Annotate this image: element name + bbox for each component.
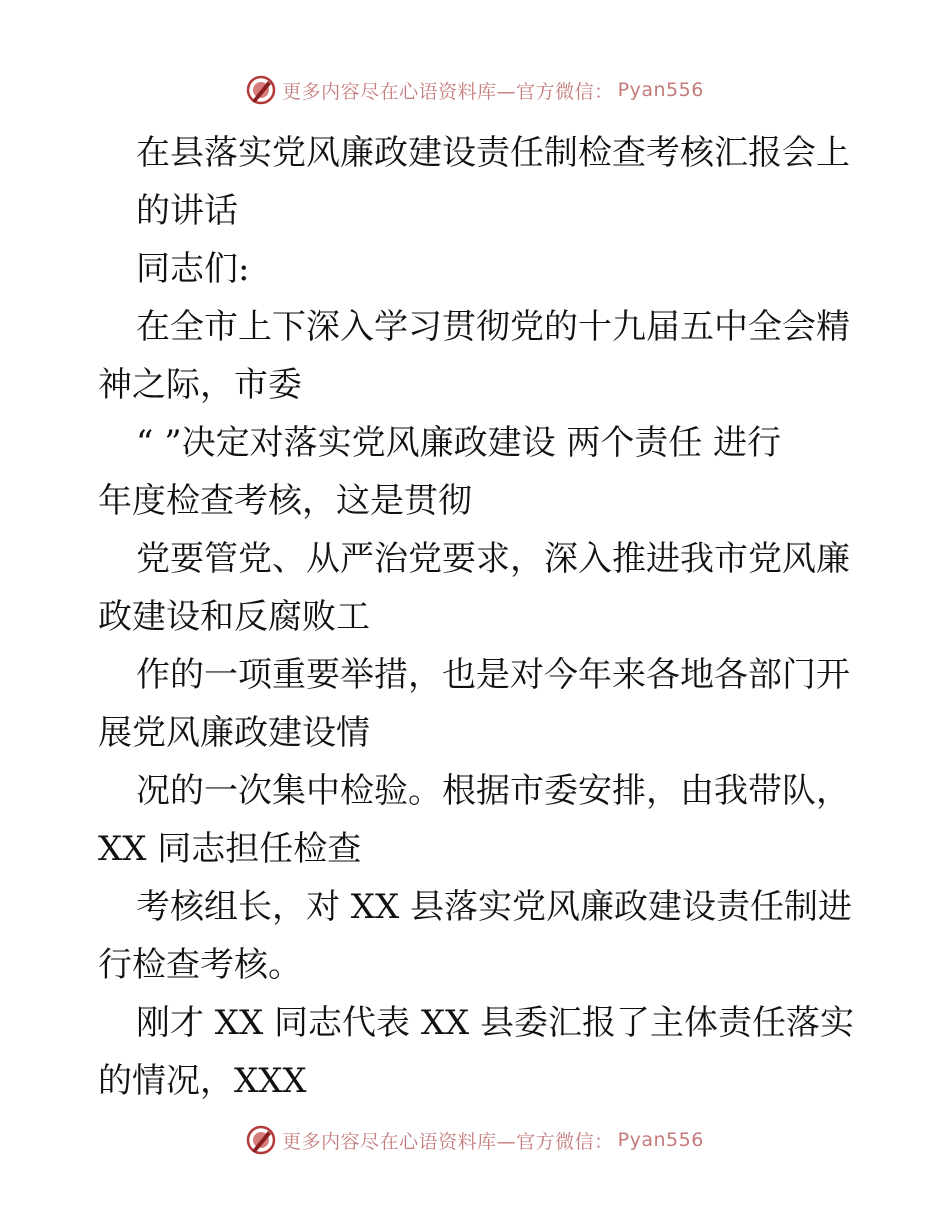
footer-watermark <box>0 1120 950 1160</box>
watermark-handle: Pyan556 <box>617 79 704 101</box>
text-line: 政建设和反腐败工 <box>98 597 370 637</box>
text-line: 神之际，市委 <box>98 365 302 405</box>
text-line: 的情况，XXX <box>98 1061 307 1101</box>
text-line: 行检查考核。 <box>98 945 302 985</box>
text-line: 同志们: <box>136 249 250 289</box>
text-line: 在全市上下深入学习贯彻党的十九届五中全会精 <box>136 307 850 347</box>
text-line: 考核组长，对 XX 县落实党风廉政建设责任制进 <box>136 887 853 927</box>
text-line: 作的一项重要举措，也是对今年来各地各部门开 <box>136 655 850 695</box>
text-line: 年度检查考核，这是贯彻 <box>98 481 472 521</box>
text-line: 展党风廉政建设情 <box>98 713 370 753</box>
watermark-text: 更多内容尽在心语资料库—官方微信： <box>282 80 614 103</box>
document-body <box>98 124 858 1110</box>
text-line: 况的一次集中检验。根据市委安排，由我带队， <box>136 771 850 811</box>
text-line: 的讲话 <box>136 191 238 231</box>
text-line: 党要管党、从严治党要求，深入推进我市党风廉 <box>136 539 850 579</box>
watermark-text: 更多内容尽在心语资料库—官方微信： <box>282 1130 614 1153</box>
text-line: “ ”决定对落实党风廉政建设 两个责任 进行 <box>136 423 782 463</box>
text-line: XX 同志担任检查 <box>98 829 362 869</box>
pen-seal-icon <box>246 75 276 105</box>
text-line: 在县落实党风廉政建设责任制检查考核汇报会上 <box>136 133 850 173</box>
pen-seal-icon <box>246 1125 276 1155</box>
document-lines <box>98 124 858 1110</box>
watermark-handle: Pyan556 <box>617 1129 704 1151</box>
text-line: 刚才 XX 同志代表 XX 县委汇报了主体责任落实 <box>136 1003 855 1043</box>
header-watermark <box>0 70 950 110</box>
